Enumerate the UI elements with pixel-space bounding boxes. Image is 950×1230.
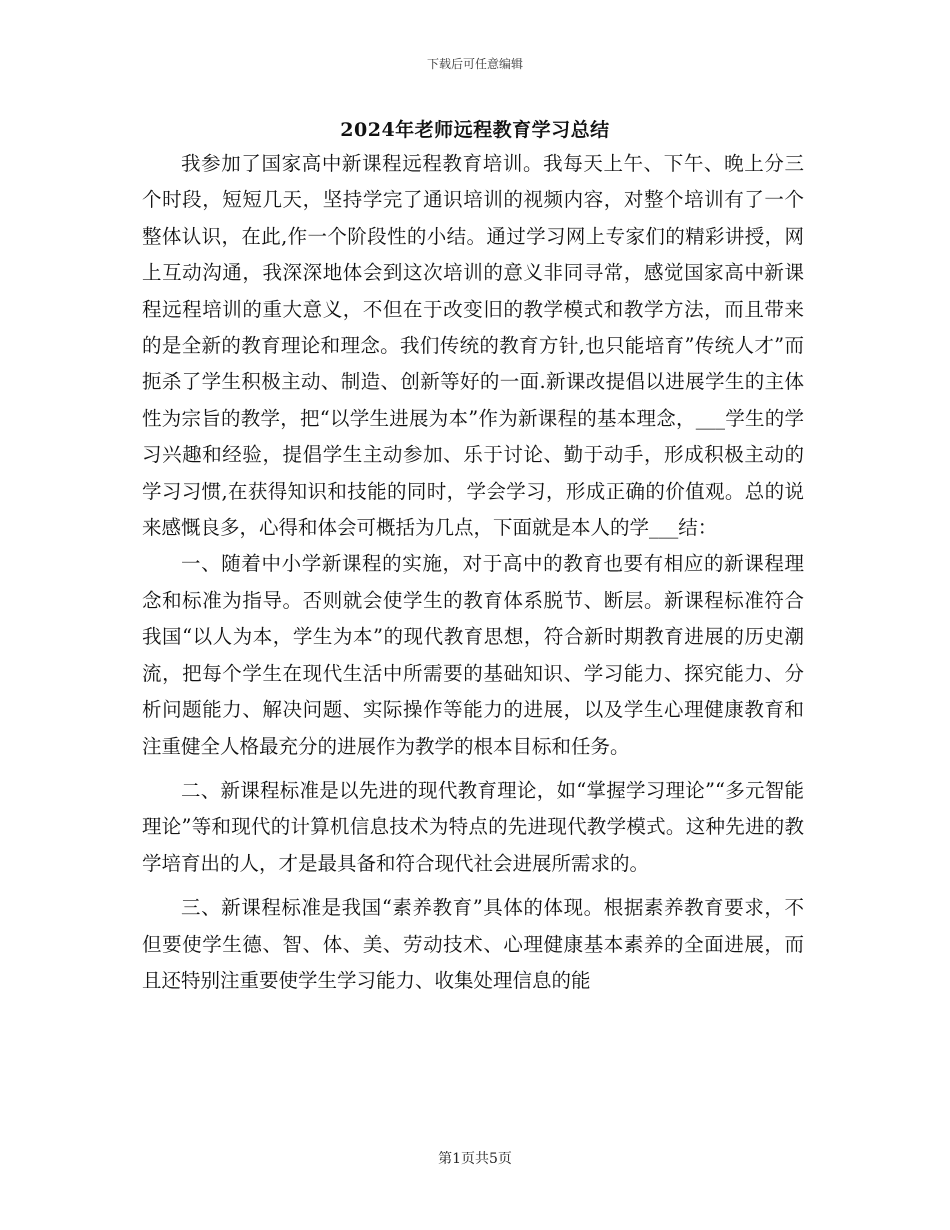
page-number: 第1页共5页 [438,1151,512,1167]
paragraph-point-2: 二、新课程标准是以先进的现代教育理论，如“掌握学习理论”“多元智能理论”等和现代的计算机信息技术为特点的先进现代教学模式。这种先进的教学培育出的人，才是最具备和符合现代社会进展所需求的。 [142,778,804,875]
document-title: 2024年老师远程教育学习总结 [340,119,610,141]
document-body [142,146,804,999]
header-note: 下载后可任意编辑 [426,57,523,71]
paragraph-intro: 我参加了国家高中新课程远程教育培训。我每天上午、下午、晚上分三个时段，短短几天，坚持学完了通识培训的视频内容，对整个培训有了一个整体认识，在此,作一个阶段性的小结。通过学习网上专家们的精彩讲授，网上互动沟通，我深深地体会到这次培训的意义非同寻常，感觉国家高中新课程远程培训的重大意义，不但在于改变旧的教学模式和教学方法，而且带来的是全新的教育理论和理念。我们传统的教育方针,也只能培育”传统人才”而扼杀了学生积极主动、制造、创新等好的一面.新课改提倡以进展学生的主体性为宗旨的教学，把“以学生进展为本”作为新课程的基本理念，___学生的学习兴趣和经验，提倡学生主动参加、乐于讨论、勤于动手，形成积极主动的学习习惯,在获得知识和技能的同时，学会学习，形成正确的价值观。总的说来感慨良多，心得和体会可概括为几点，下面就是本人的学___结： [142,152,804,540]
paragraph-point-1: 一、随着中小学新课程的实施，对于高中的教育也要有相应的新课程理念和标准为指导。否则就会使学生的教育体系脱节、断层。新课程标准符合我国“以人为本，学生为本”的现代教育思想，符合新时期教育进展的历史潮流，把每个学生在现代生活中所需要的基础知识、学习能力、探究能力、分析问题能力、解决问题、实际操作等能力的进展，以及学生心理健康教育和注重健全人格最充分的进展作为教学的根本目标和任务。 [142,552,804,758]
paragraph-point-3: 三、新课程标准是我国“素养教育”具体的体现。根据素养教育要求，不但要使学生德、智、体、美、劳动技术、心理健康基本素养的全面进展，而且还特别注重要使学生学习能力、收集处理信息的能 [142,896,804,992]
